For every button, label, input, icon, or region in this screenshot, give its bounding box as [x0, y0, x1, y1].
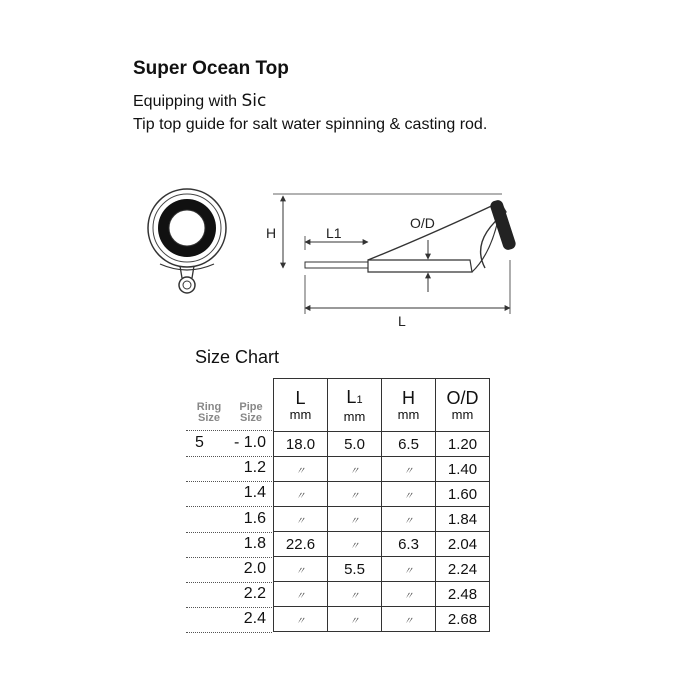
- col-header-l1: L1 mm: [328, 379, 382, 432]
- cell-od: 2.48: [436, 582, 490, 607]
- cell-h: 〃: [382, 582, 436, 607]
- cell-l: 18.0: [274, 432, 328, 457]
- size-chart-table: [273, 378, 490, 632]
- pipe-size: 1.6: [243, 509, 266, 527]
- cell-h: 〃: [382, 607, 436, 632]
- cell-l: 〃: [274, 582, 328, 607]
- size-row-label: [186, 532, 272, 558]
- label-l: L: [398, 313, 406, 329]
- label-od: O/D: [410, 215, 435, 231]
- pipe-size: 1.2: [243, 459, 266, 477]
- cell-od: 2.68: [436, 607, 490, 632]
- size-chart-title: Size Chart: [195, 347, 280, 367]
- cell-l1: 〃: [328, 482, 382, 507]
- product-title: Super Ocean Top: [133, 58, 289, 79]
- col-header-od: O/D mm: [436, 379, 490, 432]
- table-row: [274, 582, 490, 607]
- cell-l1: 〃: [328, 607, 382, 632]
- pipe-size: 2.4: [243, 610, 266, 628]
- size-row-label: [186, 582, 272, 608]
- cell-od: 1.60: [436, 482, 490, 507]
- table-row: [274, 532, 490, 557]
- cell-l1: 5.0: [328, 432, 382, 457]
- cell-od: 1.84: [436, 507, 490, 532]
- cell-h: 〃: [382, 507, 436, 532]
- pipe-size-header: Pipe Size: [239, 402, 263, 424]
- equip-line: [133, 91, 266, 111]
- cell-od: 2.24: [436, 557, 490, 582]
- cell-od: 2.04: [436, 532, 490, 557]
- label-h: H: [266, 225, 277, 241]
- table-row: [274, 482, 490, 507]
- ring-size-header: Ring Size: [196, 402, 222, 424]
- equip-material: Sic: [241, 91, 267, 111]
- size-row-label: [186, 481, 272, 507]
- cell-h: 〃: [382, 482, 436, 507]
- equip-prefix: Equipping with: [133, 93, 242, 110]
- cell-l1: 〃: [328, 532, 382, 557]
- cell-l: 22.6: [274, 532, 328, 557]
- pipe-size: 2.2: [243, 585, 266, 603]
- cell-l1: 〃: [328, 582, 382, 607]
- size-row-label: [186, 507, 272, 533]
- size-row-label: [186, 557, 272, 583]
- table-header-row: [274, 379, 490, 432]
- col-header-h: H mm: [382, 379, 436, 432]
- cell-od: 1.20: [436, 432, 490, 457]
- table-row: [274, 432, 490, 457]
- cell-l: 〃: [274, 607, 328, 632]
- guide-diagram: [140, 180, 540, 330]
- cell-l1: 〃: [328, 457, 382, 482]
- ring-size: 5: [195, 434, 204, 451]
- size-row-label: [186, 431, 272, 457]
- pipe-size: 1.8: [243, 534, 266, 552]
- cell-l: 〃: [274, 482, 328, 507]
- cell-l: 〃: [274, 457, 328, 482]
- cell-h: 〃: [382, 457, 436, 482]
- cell-h: 6.3: [382, 532, 436, 557]
- cell-l1: 5.5: [328, 557, 382, 582]
- size-row-label: [186, 607, 272, 633]
- table-row: [274, 507, 490, 532]
- cell-h: 6.5: [382, 432, 436, 457]
- cell-l1: 〃: [328, 507, 382, 532]
- label-l1: L1: [326, 225, 342, 241]
- pipe-size: 2.0: [243, 560, 266, 577]
- cell-l: 〃: [274, 557, 328, 582]
- side-view-guide: [273, 194, 516, 314]
- table-row: [274, 457, 490, 482]
- pipe-size: 1.4: [243, 484, 266, 502]
- table-row: [274, 607, 490, 632]
- cell-l: 〃: [274, 507, 328, 532]
- col-header-l: L mm: [274, 379, 328, 432]
- size-row-label: [186, 456, 272, 482]
- cell-od: 1.40: [436, 457, 490, 482]
- cell-h: 〃: [382, 557, 436, 582]
- front-view-ring: [148, 189, 226, 293]
- table-row: [274, 557, 490, 582]
- product-description: Tip top guide for salt water spinning & casting rod.: [133, 116, 488, 133]
- pipe-size: - 1.0: [233, 434, 266, 451]
